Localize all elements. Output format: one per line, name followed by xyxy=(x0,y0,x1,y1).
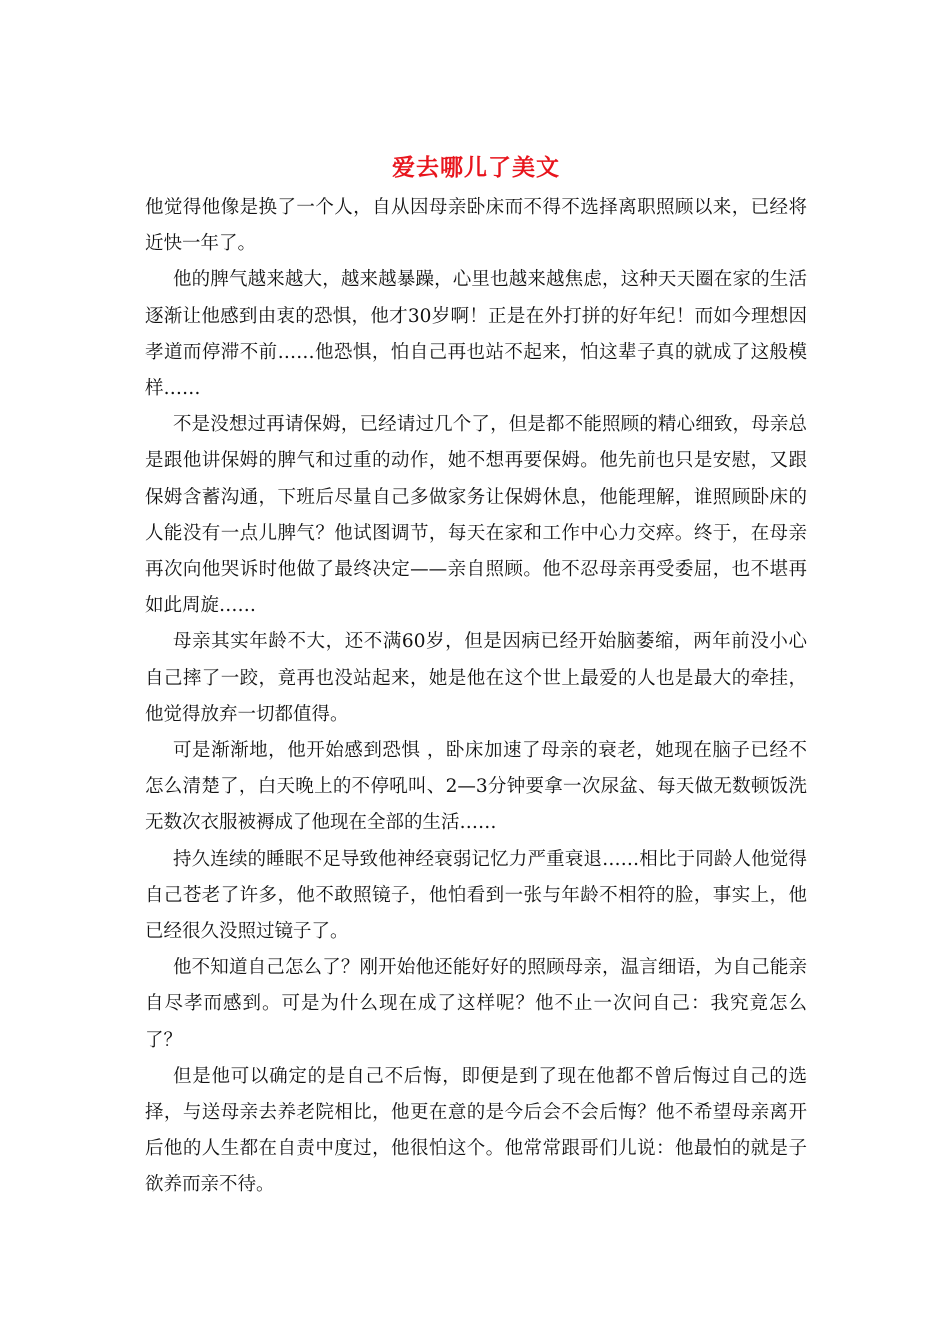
paragraph-1: 他觉得他像是换了一个人，自从因母亲卧床而不得不选择离职照顾以来，已经将近快一年了。 xyxy=(145,197,807,255)
paragraph-7: 他不知道自己怎么了？刚开始他还能好好的照顾母亲，温言细语，为自己能亲自尽孝而感到。可是为什么现在成了这样呢？他不止一次问自己：我究竟怎么了？ xyxy=(145,957,807,1051)
paragraph-2: 他的脾气越来越大，越来越暴躁，心里也越来越焦虑，这种天天圈在家的生活逐渐让他感到由衷的恐惧，他才30岁啊！正是在外打拼的好年纪！而如今理想因孝道而停滞不前……他恐惧，怕自己再也站不起来，怕这辈子真的就成了这般模样…… xyxy=(145,269,807,400)
paragraph-5: 可是渐渐地，他开始感到恐惧 ，卧床加速了母亲的衰老，她现在脑子已经不怎么清楚了，白天晚上的不停吼叫、2—3分钟要拿一次尿盆、每天做无数顿饭洗无数次衣服被褥成了他现在全部的生活…… xyxy=(145,740,807,834)
document-title: 爱去哪儿了美文 xyxy=(392,154,560,181)
document-page xyxy=(145,148,807,1204)
paragraph-4: 母亲其实年龄不大，还不满60岁，但是因病已经开始脑萎缩，两年前没小心自己摔了一跤，竟再也没站起来，她是他在这个世上最爱的人也是最大的牵挂，他觉得放弃一切都值得。 xyxy=(145,631,807,725)
paragraph-6: 持久连续的睡眠不足导致他神经衰弱记忆力严重衰退……相比于同龄人他觉得自己苍老了许多，他不敢照镜子，他怕看到一张与年龄不相符的脸，事实上，他已经很久没照过镜子了。 xyxy=(145,848,807,943)
paragraph-3: 不是没想过再请保姆，已经请过几个了，但是都不能照顾的精心细致，母亲总是跟他讲保姆的脾气和过重的动作，她不想再要保姆。他先前也只是安慰，又跟保姆含蓄沟通，下班后尽量自己多做家务让保姆休息，他能理解，谁照顾卧床的人能没有一点儿脾气？他试图调节，每天在家和工作中心力交瘁。终于，在母亲再次向他哭诉时他做了最终决定——亲自照顾。他不忍母亲再受委屈，也不堪再如此周旋…… xyxy=(145,414,807,617)
paragraph-8: 但是他可以确定的是自己不后悔，即便是到了现在他都不曾后悔过自己的选择，与送母亲去养老院相比，他更在意的是今后会不会后悔？他不希望母亲离开后他的人生都在自责中度过，他很怕这个。他常常跟哥们儿说：他最怕的就是子欲养而亲不待。 xyxy=(145,1065,807,1196)
